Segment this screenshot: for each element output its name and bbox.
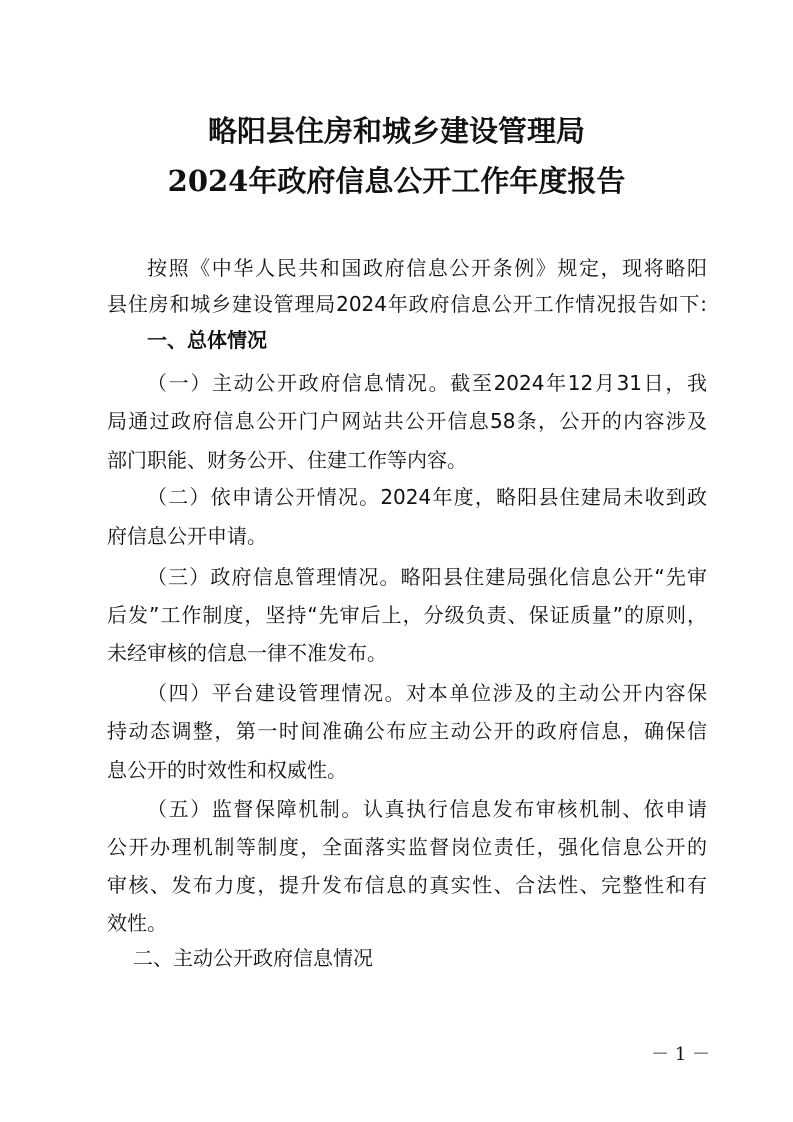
paragraph-3-line-3: 未经审核的信息一律不准发布。 [107, 641, 387, 665]
paragraph-1-line-1: （一）主动公开政府信息情况。截至2024年12月31日，我 [147, 371, 707, 395]
paragraph-5-line-2: 公开办理机制等制度，全面落实监督岗位责任，强化信息公开的 [107, 835, 707, 859]
intro-line-1: 按照《中华人民共和国政府信息公开条例》规定，现将略阳 [147, 256, 707, 280]
report-title-line-1: 略阳县住房和城乡建设管理局 [207, 114, 585, 148]
intro-line-2: 县住房和城乡建设管理局2024年政府信息公开工作情况报告如下: [107, 292, 707, 316]
paragraph-1-line-2: 局通过政府信息公开门户网站共公开信息58条，公开的内容涉及 [107, 409, 707, 433]
paragraph-2-line-1: （二）依申请公开情况。2024年度，略阳县住建局未收到政 [147, 485, 707, 509]
paragraph-5-line-4: 效性。 [107, 911, 167, 935]
section-1-heading: 一、总体情况 [147, 328, 267, 352]
paragraph-1-line-3: 部门职能、财务公开、住建工作等内容。 [107, 448, 467, 472]
report-title-line-2: 2024年政府信息公开工作年度报告 [167, 164, 626, 198]
paragraph-4-line-3: 息公开的时效性和权威性。 [107, 758, 347, 782]
paragraph-3-line-2: 后发”工作制度，坚持“先审后上，分级负责、保证质量”的原则， [107, 603, 707, 627]
page-number: － 1 － [651, 1044, 710, 1065]
paragraph-2-line-2: 府信息公开申请。 [107, 524, 267, 548]
paragraph-5-line-3: 审核、发布力度，提升发布信息的真实性、合法性、完整性和有 [107, 873, 707, 897]
paragraph-3-line-1: （三）政府信息管理情况。略阳县住建局强化信息公开“先审 [147, 565, 707, 589]
section-2-heading: 二、主动公开政府信息情况 [133, 946, 373, 970]
paragraph-5-line-1: （五）监督保障机制。认真执行信息发布审核机制、依申请 [147, 797, 707, 821]
paragraph-4-line-2: 持动态调整，第一时间准确公布应主动公开的政府信息，确保信 [107, 719, 707, 743]
paragraph-4-line-1: （四）平台建设管理情况。对本单位涉及的主动公开内容保 [147, 681, 707, 705]
